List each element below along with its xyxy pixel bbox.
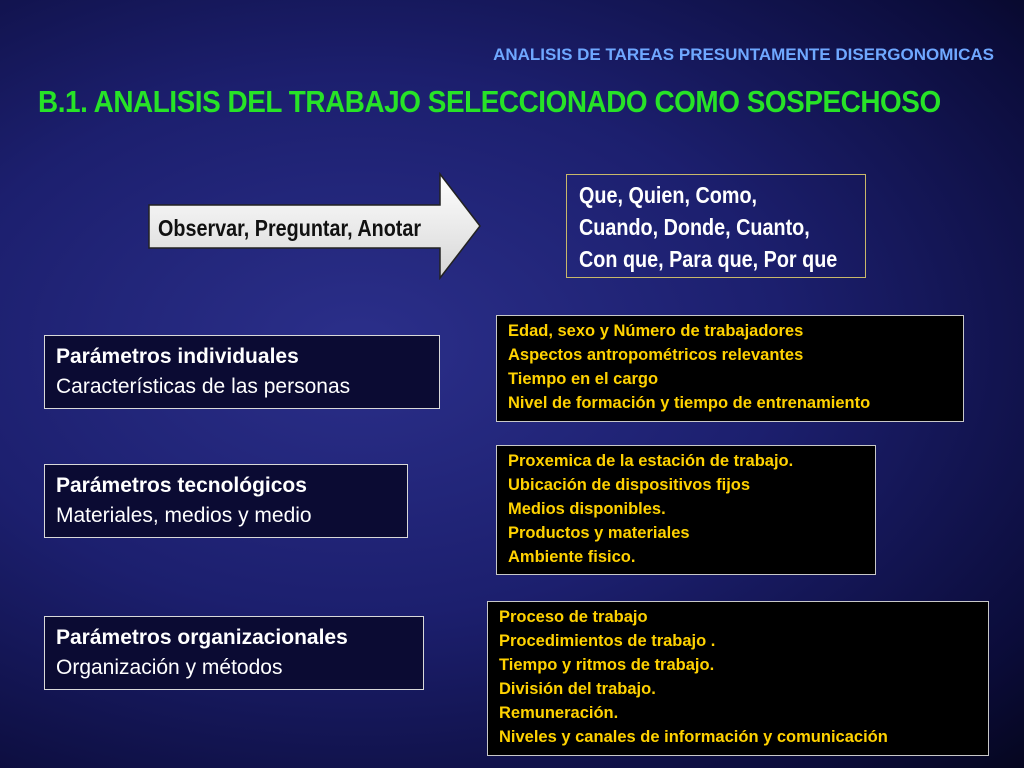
detail-item: Ubicación de dispositivos fijos [508, 476, 751, 494]
detail-item: Ambiente fisico. [508, 548, 636, 566]
slide-title: B.1. ANALISIS DEL TRABAJO SELECCIONADO COMO SOSPECHOSO [38, 84, 941, 119]
detail-item: Procedimientos de trabajo . [499, 632, 716, 650]
param-description: Materiales, medios y medio [56, 504, 312, 527]
detail-item: Medios disponibles. [508, 500, 666, 518]
detail-item: Edad, sexo y Número de trabajadores [508, 322, 804, 340]
individual-details-box [496, 315, 964, 422]
arrow-label: Observar, Preguntar, Anotar [158, 215, 422, 241]
detail-item: Aspectos antropométricos relevantes [508, 346, 804, 364]
param-individual-box [44, 335, 440, 409]
detail-item: Tiempo en el cargo [508, 370, 659, 388]
detail-item: Productos y materiales [508, 524, 690, 542]
detail-item: Proxemica de la estación de trabajo. [508, 452, 794, 470]
detail-item: Proceso de trabajo [499, 608, 648, 626]
detail-item: Remuneración. [499, 704, 619, 722]
param-heading: Parámetros individuales [56, 345, 299, 368]
detail-item: Niveles y canales de información y comunicación [499, 728, 888, 746]
param-description: Organización y métodos [56, 656, 283, 679]
organizational-details-box [487, 601, 989, 756]
question-line: Con que, Para que, Por que [579, 246, 838, 272]
slide-subtitle: ANALISIS DE TAREAS PRESUNTAMENTE DISERGONOMICAS [493, 45, 994, 64]
detail-item: Tiempo y ritmos de trabajo. [499, 656, 715, 674]
param-heading: Parámetros tecnológicos [56, 474, 307, 497]
question-line: Que, Quien, Como, [579, 182, 758, 208]
param-description: Características de las personas [56, 375, 351, 398]
technological-details-box [496, 445, 876, 575]
param-organizational-box [44, 616, 424, 690]
param-technological-box [44, 464, 408, 538]
question-line: Cuando, Donde, Cuanto, [579, 214, 810, 240]
questions-box [566, 174, 866, 278]
detail-item: Nivel de formación y tiempo de entrenamiento [508, 394, 871, 412]
param-heading: Parámetros organizacionales [56, 626, 348, 649]
detail-item: División del trabajo. [499, 680, 656, 698]
